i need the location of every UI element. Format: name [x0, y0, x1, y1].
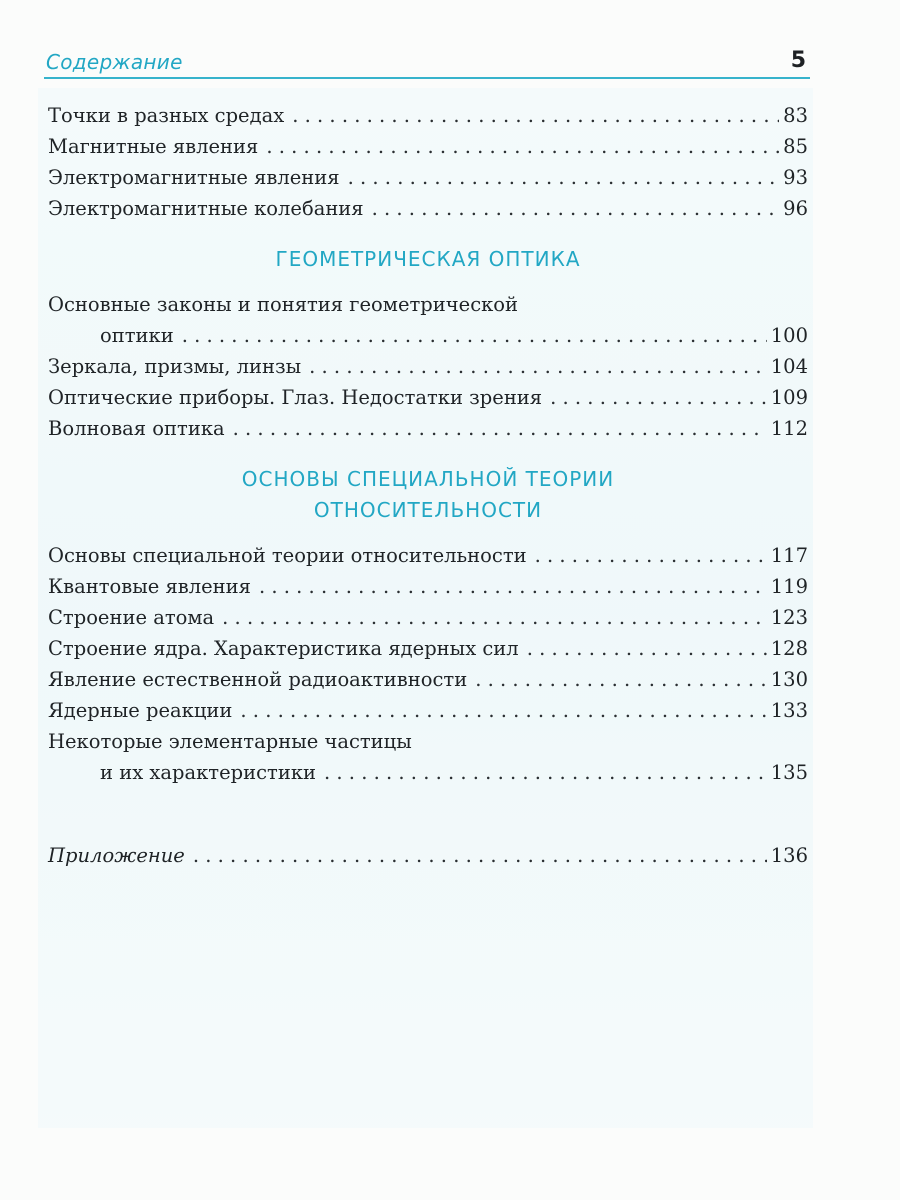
- toc-entry: [48, 193, 808, 224]
- toc-entry-page: 119: [770, 575, 808, 598]
- toc-entry-title: Квантовые явления: [48, 575, 251, 598]
- toc-entry-title: Явление естественной радиоактивности: [48, 668, 468, 691]
- leader-dots: [372, 193, 780, 224]
- header-rule: [44, 77, 810, 79]
- toc-entry-title: Приложение: [48, 844, 185, 867]
- leader-dots: [193, 840, 767, 871]
- leader-dots: [182, 320, 767, 351]
- toc-entry-title: Строение ядра. Характеристика ядерных сил: [48, 637, 519, 660]
- toc-entry-page: 133: [770, 699, 808, 722]
- toc-entry: [48, 695, 808, 726]
- leader-dots: [535, 540, 767, 571]
- leader-dots: [348, 162, 780, 193]
- toc-entry-title: Ядерные реакции: [48, 699, 233, 722]
- toc-entry: [48, 413, 808, 444]
- toc-entry: [48, 633, 808, 664]
- toc-entry-page: 136: [770, 844, 808, 867]
- toc-entry-page: 112: [770, 417, 808, 440]
- toc-entry-title: и их характеристики: [100, 761, 317, 784]
- leader-dots: [240, 695, 766, 726]
- toc-entry-title: Некоторые элементарные частицы: [48, 730, 412, 753]
- toc-entry: [48, 571, 808, 602]
- leader-dots: [550, 382, 767, 413]
- toc-entry: [48, 664, 808, 695]
- toc-entry-page: 83: [783, 104, 808, 127]
- toc-entry-page: 85: [783, 135, 808, 158]
- toc-entry-title: оптики: [100, 324, 174, 347]
- toc-entry-page: 123: [770, 606, 808, 629]
- section-heading-relativity-line1: ОСНОВЫ СПЕЦИАЛЬНОЙ ТЕОРИИ: [241, 467, 615, 491]
- toc-entry-title: Электромагнитные колебания: [48, 197, 364, 220]
- running-header: [44, 50, 810, 80]
- toc-entry-title: Оптические приборы. Глаз. Недостатки зрения: [48, 386, 543, 409]
- toc-entry-page: 100: [770, 324, 808, 347]
- toc-entry: [48, 100, 808, 131]
- toc-entry: [48, 320, 808, 351]
- toc-entry-page: 128: [770, 637, 808, 660]
- toc-entry-page: 117: [770, 544, 808, 567]
- leader-dots: [527, 633, 767, 664]
- toc-entry: [48, 382, 808, 413]
- toc-entry-page: 96: [783, 197, 808, 220]
- toc-entry: [48, 540, 808, 571]
- toc-entry: [48, 757, 808, 788]
- leader-dots: [266, 131, 779, 162]
- header-title: Содержание: [46, 50, 183, 74]
- table-of-contents: [48, 100, 808, 871]
- leader-dots: [292, 100, 779, 131]
- leader-dots: [233, 413, 767, 444]
- toc-entry: [48, 131, 808, 162]
- leader-dots: [259, 571, 767, 602]
- toc-entry: [48, 351, 808, 382]
- toc-entry-appendix: [48, 840, 808, 871]
- toc-entry-title: Электромагнитные явления: [48, 166, 340, 189]
- leader-dots: [222, 602, 767, 633]
- toc-entry: [48, 162, 808, 193]
- toc-entry-page: 135: [770, 761, 808, 784]
- section-heading-relativity-line2: ОТНОСИТЕЛЬНОСТИ: [313, 498, 543, 522]
- toc-entry-title: Магнитные явления: [48, 135, 259, 158]
- leader-dots: [309, 351, 767, 382]
- section-heading-optics: ГЕОМЕТРИЧЕСКАЯ ОПТИКА: [275, 247, 581, 271]
- toc-entry-title: Строение атома: [48, 606, 215, 629]
- toc-entry-title: Волновая оптика: [48, 417, 225, 440]
- page-number: 5: [790, 48, 806, 73]
- toc-entry-page: 130: [770, 668, 808, 691]
- leader-dots: [324, 757, 767, 788]
- toc-entry-title: Точки в разных средах: [48, 104, 285, 127]
- leader-dots: [475, 664, 767, 695]
- toc-entry-page: 104: [770, 355, 808, 378]
- toc-entry-page: 93: [783, 166, 808, 189]
- toc-entry: [48, 602, 808, 633]
- toc-entry-title: Зеркала, призмы, линзы: [48, 355, 302, 378]
- toc-entry-title: Основы специальной теории относительности: [48, 544, 527, 567]
- toc-entry-page: 109: [770, 386, 808, 409]
- toc-entry-title: Основные законы и понятия геометрической: [48, 293, 519, 316]
